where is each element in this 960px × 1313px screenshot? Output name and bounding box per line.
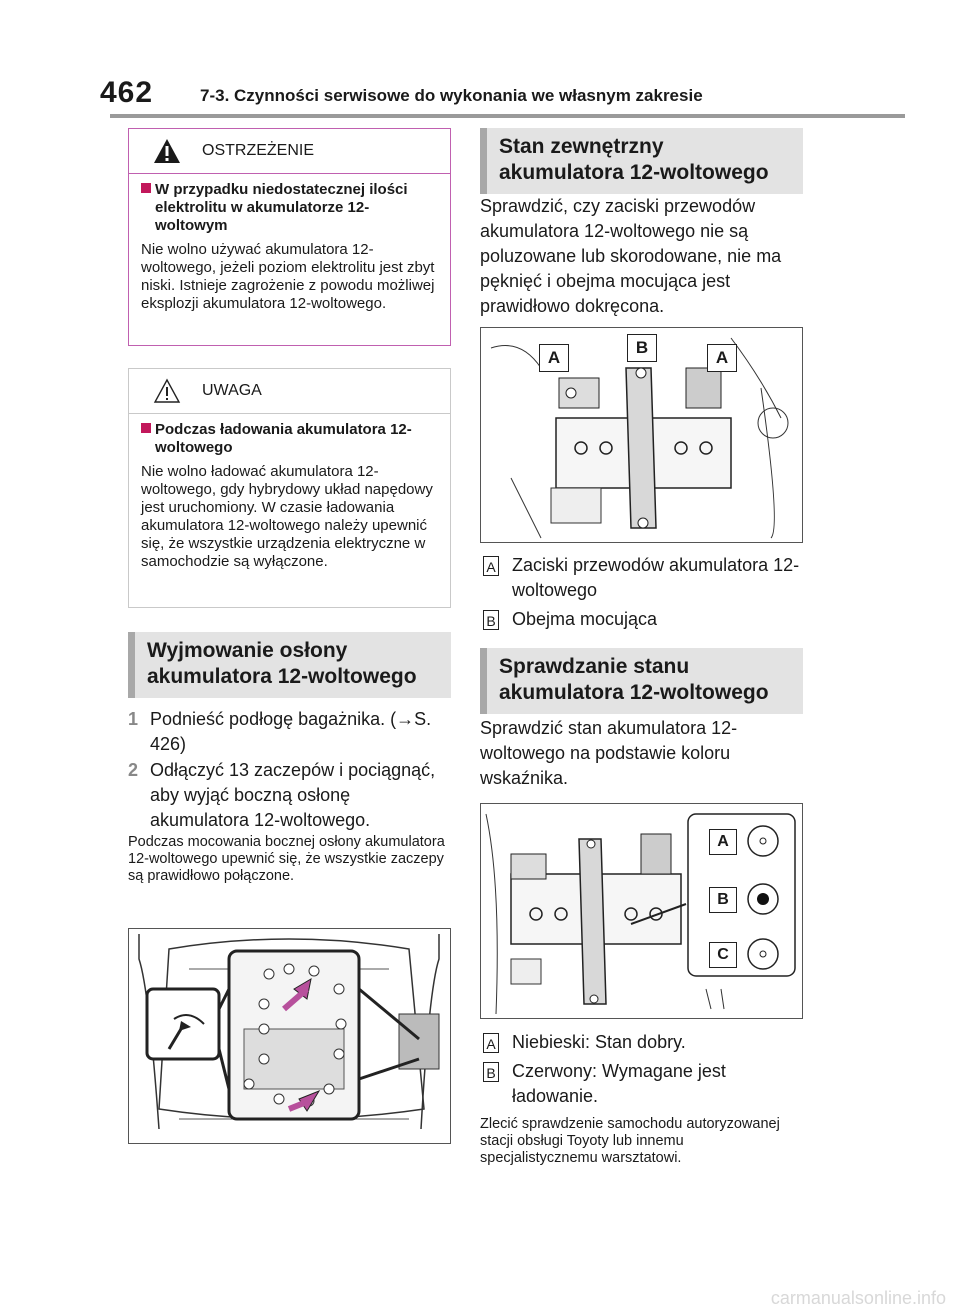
exterior-legend-b	[480, 607, 803, 633]
legend-text: Zaciski przewodów akumulatora 12-woltowego	[512, 555, 800, 600]
removal-note: Podczas mocowania bocznej osłony akumulatora 12-woltowego upewnić się, że wszystkie zaczepy są prawidłowo połączone.	[128, 834, 445, 884]
notice-text: Nie wolno ładować akumulatora 12-woltowego, gdy hybrydowy układ napędowy jest uruchomiony. W czasie ładowania akumulatora 12-woltowego należy upewnić się, że wszystkie urządzenia elektryczne w samochodzie są wyłączone.	[141, 463, 433, 570]
caution-triangle-icon	[153, 378, 181, 404]
warning-box	[128, 128, 451, 346]
battery-terminals-illustration	[480, 327, 803, 543]
battery-indicator-illustration	[480, 803, 803, 1019]
legend-text: Niebieski: Stan dobry.	[512, 1032, 686, 1052]
legend-text: Czerwony: Wymagane jest ładowanie.	[512, 1061, 726, 1106]
image-label-a-left: A	[539, 344, 569, 372]
state-note: Zlecić sprawdzenie samochodu autoryzowanej stacji obsługi Toyoty lub innemu specjalistycznemu warsztatowi.	[480, 1116, 780, 1166]
warning-text: Nie wolno używać akumulatora 12-woltowego, jeżeli poziom elektrolitu jest zbyt niski. Istnieje zagrożenie z powodu możliwej eksplozji akumulatora 12-woltowego.	[141, 241, 435, 312]
header-rule	[110, 114, 905, 118]
page-number: 462	[100, 76, 154, 109]
state-heading: Sprawdzanie stanu akumulatora 12-woltowego	[480, 648, 803, 714]
notice-subtitle: Podczas ładowania akumulatora 12-woltowego	[141, 421, 440, 457]
legend-key: A	[483, 1033, 499, 1053]
indicator-label-a: A	[709, 829, 737, 855]
step-2-text: Odłączyć 13 zaczepów i pociągnąć, aby wyjąć boczną osłonę akumulatora 12-woltowego.	[150, 760, 436, 830]
image-label-a-right: A	[707, 344, 737, 372]
trunk-cover-illustration	[128, 928, 451, 1144]
state-text: Sprawdzić stan akumulatora 12-woltowego na podstawie koloru wskaźnika.	[480, 718, 738, 788]
watermark: carmanualsonline.info	[770, 1288, 946, 1308]
step-1	[128, 707, 451, 757]
warning-triangle-icon	[153, 138, 181, 164]
legend-text: Obejma mocująca	[512, 609, 658, 629]
image-label-b: B	[627, 334, 657, 362]
state-legend-a	[480, 1030, 803, 1056]
step-1-number: 1	[128, 709, 139, 729]
exterior-heading: Stan zewnętrzny akumulatora 12-woltowego	[480, 128, 803, 194]
chapter-title: 7-3. Czynności serwisowe do wykonania we własnym zakresie	[200, 86, 703, 105]
warning-title: OSTRZEŻENIE	[202, 142, 315, 159]
indicator-label-b: B	[709, 887, 737, 913]
notice-box	[128, 368, 451, 608]
bullet-square-icon	[141, 183, 151, 193]
notice-header	[129, 369, 450, 414]
step-2-number: 2	[128, 760, 139, 780]
exterior-text: Sprawdzić, czy zaciski przewodów akumulatora 12-woltowego nie są poluzowane lub skorodowane, nie ma pęknięć i obejma mocująca jest prawidłowo dokręcona.	[480, 196, 782, 316]
legend-key: B	[483, 1062, 499, 1082]
indicator-label-c: C	[709, 942, 737, 968]
state-legend-b	[480, 1059, 803, 1109]
removal-heading: Wyjmowanie osłony akumulatora 12-woltowego	[128, 632, 451, 698]
notice-title: UWAGA	[202, 382, 262, 399]
exterior-legend-a	[480, 553, 803, 603]
legend-key: A	[483, 556, 499, 576]
step-2	[128, 758, 451, 833]
warning-subtitle: W przypadku niedostatecznej ilości elektrolitu w akumulatorze 12-woltowym	[141, 181, 440, 235]
warning-header	[129, 129, 450, 174]
bullet-square-icon	[141, 423, 151, 433]
step-1-text: Podnieść podłogę bagażnika. (→S. 426)	[150, 709, 432, 754]
legend-key: B	[483, 610, 499, 630]
